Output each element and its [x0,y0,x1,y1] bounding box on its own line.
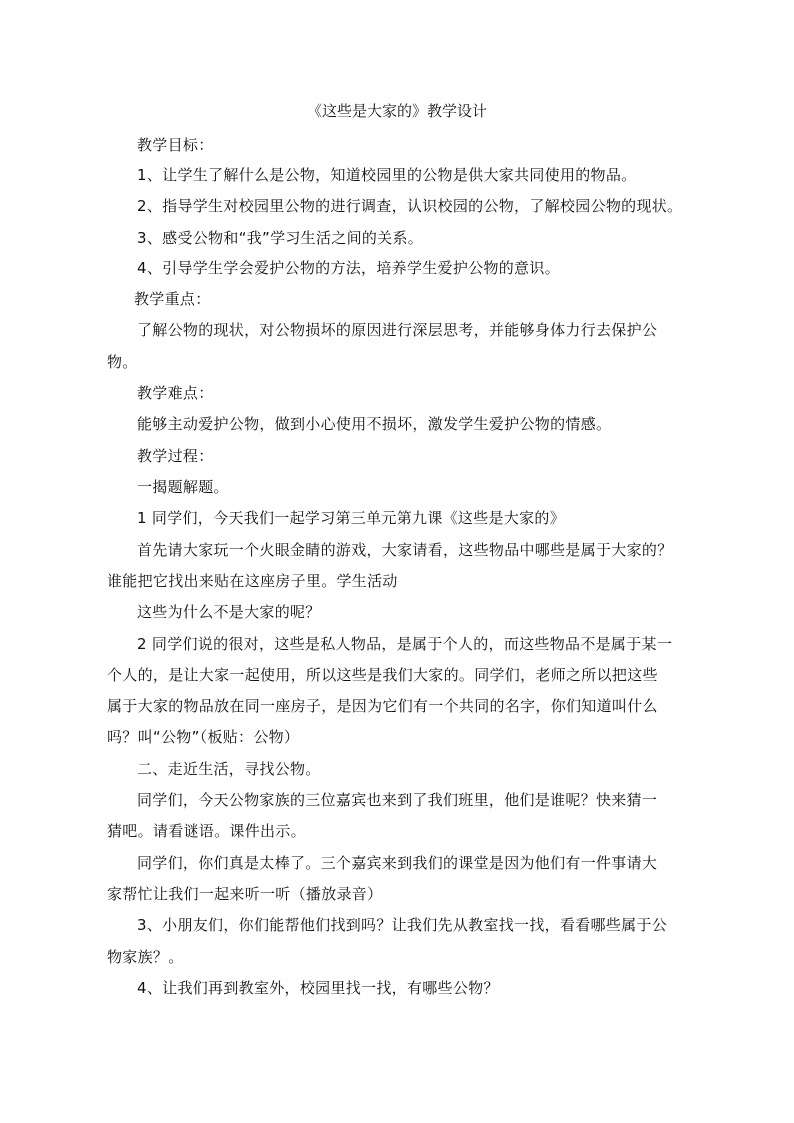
process-paragraph-8: 4、让我们再到教室外，校园里找一找，有哪些公物？ [137,979,499,997]
heading-key-points: 教学重点： [134,290,211,308]
process-paragraph-2-line-1: 首先请大家玩一个火眼金睛的游戏，大家请看，这些物品中哪些是属于大家的？ [137,541,673,559]
process-paragraph-5-line-2: 猜吧。请看谜语。课件出示。 [107,822,306,840]
goal-item-4: 4、引导学生学会爱护公物的方法，培养学生爱护公物的意识。 [137,259,560,277]
process-paragraph-2-line-2: 谁能把它找出来贴在这座房子里。学生活动 [107,572,398,590]
document-title: 《这些是大家的》教学设计 [306,102,487,120]
process-paragraph-4-line-3: 属于大家的物品放在同一座房子，是因为它们有一个共同的名字，你们知道叫什么 [107,697,658,715]
goal-item-2: 2、指导学生对校园里公物的进行调查，认识校园的公物，了解校园公物的现状。 [137,197,683,215]
process-paragraph-5-line-1: 同学们，今天公物家族的三位嘉宾也来到了我们班里，他们是谁呢？快来猜一 [137,791,658,809]
process-paragraph-1: 1 同学们，今天我们一起学习第三单元第九课《这些是大家的》 [137,509,566,527]
heading-difficulties: 教学难点： [137,384,214,402]
key-points-text-1: 了解公物的现状，对公物损坏的原因进行深层思考，并能够身体力行去保护公 [137,321,658,339]
process-paragraph-3: 这些为什么不是大家的呢？ [137,603,321,621]
process-section-1-heading: 一揭题解题。 [137,478,229,496]
process-paragraph-6-line-1: 同学们，你们真是太棒了。三个嘉宾来到我们的课堂是因为他们有一件事请大 [137,854,658,872]
goal-item-1: 1、让学生了解什么是公物，知道校园里的公物是供大家共同使用的物品。 [137,166,637,184]
difficulties-text: 能够主动爱护公物，做到小心使用不损坏，激发学生爱护公物的情感。 [137,415,612,433]
process-paragraph-4-line-1: 2 同学们说的很对，这些是私人物品，是属于个人的，而这些物品不是属于某一 [137,635,673,653]
process-paragraph-7-line-1: 3、小朋友们，你们能帮他们找到吗？让我们先从教室找一找，看看哪些属于公 [137,916,668,934]
process-paragraph-4-line-2: 个人的，是让大家一起使用，所以这些是我们大家的。同学们，老师之所以把这些 [107,666,658,684]
goal-item-3: 3、感受公物和“我”学习生活之间的关系。 [137,229,424,247]
heading-teaching-goals: 教学目标： [137,136,214,154]
process-section-2-heading: 二、走近生活，寻找公物。 [137,760,321,778]
process-paragraph-6-line-2: 家帮忙让我们一起来听一听（播放录音） [107,885,383,903]
process-paragraph-7-line-2: 物家族？。 [107,948,184,966]
heading-process: 教学过程： [137,447,214,465]
process-paragraph-4-line-4: 吗？叫“公物”（板贴：公物） [107,728,300,746]
key-points-text-2: 物。 [107,353,138,371]
